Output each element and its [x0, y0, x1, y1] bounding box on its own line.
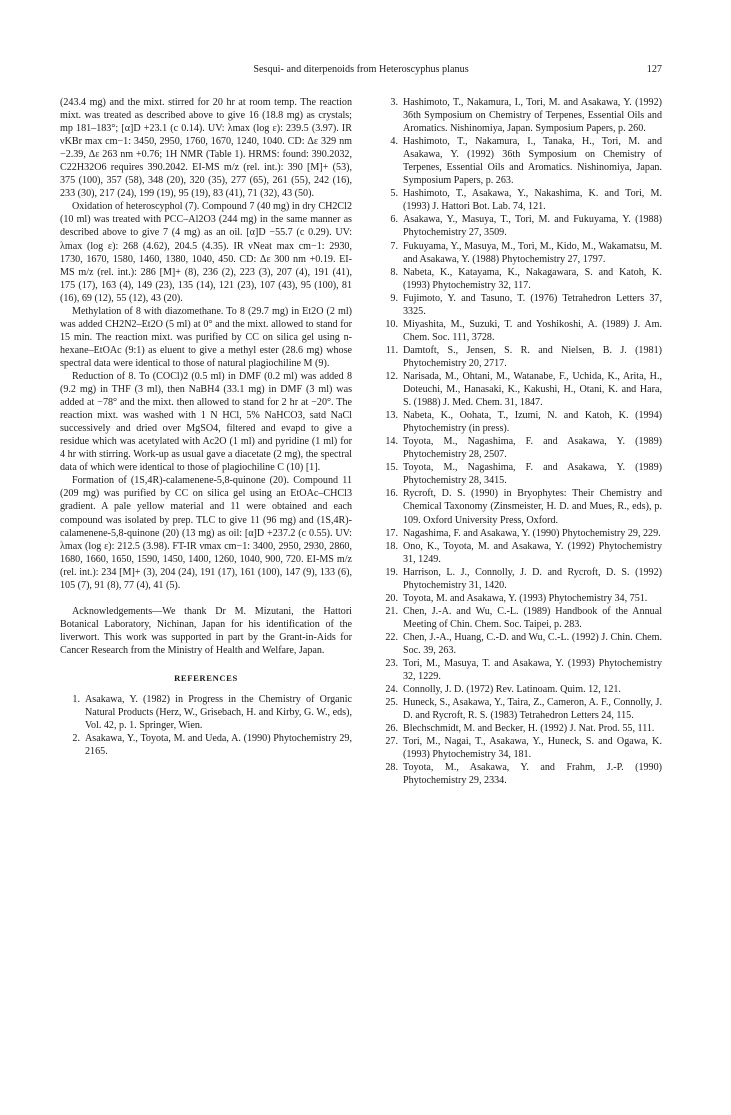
reference-item [60, 732, 352, 758]
references-list-right [378, 96, 662, 787]
reference-number: 21. [385, 605, 398, 617]
reference-text: Chen, J.-A. and Wu, C.-L. (1989) Handbook of the Annual Meeting of Chin. Chem. Soc. Taipei, p. 283. [403, 605, 662, 630]
page-number: 127 [646, 64, 662, 75]
reference-number: 8. [390, 266, 398, 278]
reference-item [378, 435, 662, 461]
reference-item [378, 735, 662, 761]
reference-number: 27. [385, 736, 398, 748]
reference-number: 10. [385, 318, 398, 330]
reference-item [378, 631, 662, 657]
reference-item [378, 605, 662, 631]
reference-number: 11. [385, 344, 398, 356]
right-column [378, 96, 662, 787]
reference-item [378, 657, 662, 683]
reference-item [378, 96, 662, 135]
reference-text: Fujimoto, Y. and Tasuno, T. (1976) Tetrahedron Letters 37, 3325. [403, 292, 662, 317]
reference-item [60, 693, 352, 732]
reference-item [378, 566, 662, 592]
reference-text: Blechschmidt, M. and Becker, H. (1992) J. Nat. Prod. 55, 111. [403, 723, 655, 735]
reference-text: Asakawa, Y. (1982) in Progress in the Chemistry of Organic Natural Products (Herz, W., Grisebach, H. and Kirby, G. W., eds), Vol. 42, p. 1. Springer, Wien. [85, 694, 352, 732]
reference-text: Asakawa, Y., Toyota, M. and Ueda, A. (1990) Phytochemistry 29, 2165. [85, 733, 352, 758]
reference-item [378, 592, 662, 605]
reference-text: Nagashima, F. and Asakawa, Y. (1990) Phytochemistry 29, 229. [403, 527, 661, 539]
reference-item [378, 266, 662, 292]
paragraph-oxidation: Oxidation of heteroscyphol (7). Compound 7 (40 mg) in dry CH2Cl2 (10 ml) was treated with PCC–Al2O3 (244 mg) in the same manner as described above to give 7 (4 mg) as an oil. [α]D −55.7 (c 0.29). UV: λmax (log ε): 268 (4.62), 204.5 (4.35). IR νNeat max cm−1: 2930, 1730, 1670, 1580, 1460, 1380, 1040, 450. CD: Δε 300 nm +0.19. EI-MS m/z (rel. int.): 286 [M]+ (8), 236 (2), 223 (3), 207 (4), 191 (41), 175 (17), 163 (4), 149 (23), 135 (14), 121 (23), 107 (43), 95 (100), 81 (16), 69 (12), 55 (12), 43 (20). [60, 201, 352, 304]
reference-item [378, 213, 662, 239]
reference-item [378, 722, 662, 735]
reference-item [378, 370, 662, 409]
reference-number: 4. [390, 136, 398, 148]
reference-number: 9. [390, 292, 398, 304]
reference-text: Fukuyama, Y., Masuya, M., Tori, M., Kido, M., Wakamatsu, M. and Asakawa, Y. (1988) Phytochemistry 27, 1797. [403, 240, 662, 265]
reference-text: Hashimoto, T., Nakamura, I., Tanaka, H., Tori, M. and Asakawa, Y. (1992) 36th Symposium on Chemistry of Terpenes, Essential Oils and Aromatics. Nishinomiya, Japan. Symposium Papers, p. 263. [403, 136, 662, 187]
reference-item [378, 187, 662, 213]
reference-item [378, 540, 662, 566]
reference-text: Rycroft, D. S. (1990) in Bryophytes: Their Chemistry and Chemical Taxonomy (Zinsmeister, H. D. and Mues, R., eds), p. 109. Oxford University Press, Oxford. [403, 488, 662, 526]
reference-number: 12. [385, 370, 398, 382]
reference-text: Hashimoto, T., Asakawa, Y., Nakashima, K. and Tori, M. (1993) J. Hattori Bot. Lab. 74, 121. [403, 188, 662, 213]
reference-item [378, 135, 662, 187]
reference-number: 20. [385, 592, 398, 604]
reference-number: 14. [385, 436, 398, 448]
reference-number: 16. [385, 488, 398, 500]
reference-text: Chen, J.-A., Huang, C.-D. and Wu, C.-L. (1992) J. Chin. Chem. Soc. 39, 263. [403, 631, 662, 656]
reference-number: 18. [385, 540, 398, 552]
acknowledgements: Acknowledgements—We thank Dr M. Mizutani, the Hattori Botanical Laboratory, Nichinan, Japan for his identification of the liverwort. This work was supported in part by the Grant-in-Aids for Cancer Research from the Ministry of Health and Welfare, Japan. [60, 605, 352, 656]
reference-item [378, 240, 662, 266]
reference-number: 5. [390, 188, 398, 200]
reference-text: Toyota, M., Nagashima, F. and Asakawa, Y. (1989) Phytochemistry 28, 2507. [403, 436, 662, 461]
running-title: Sesqui- and diterpenoids from Heteroscyphus planus [253, 64, 469, 75]
reference-text: Miyashita, M., Suzuki, T. and Yoshikoshi, A. (1989) J. Am. Chem. Soc. 111, 3728. [403, 318, 662, 343]
reference-text: Damtoft, S., Jensen, S. R. and Nielsen, B. J. (1981) Phytochemistry 20, 2717. [403, 344, 662, 369]
paragraph-formation: Formation of (1S,4R)-calamenene-5,8-quinone (20). Compound 11 (209 mg) was purified by CC on silica gel using an EtOAc–CHCl3 gradient. A pale yellow material and 11 were obtained and each compound was isolated by prep. TLC to give 11 (96 mg) and (1S,4R)-calamenene-5,8-quinone (20) (13 mg) as oil: [α]D +237.2 (c 0.55). UV: λmax (log ε): 212.5 (3.98). FT-IR νmax cm−1: 3400, 2950, 2930, 2860, 1680, 1660, 1650, 1590, 1450, 1400, 1260, 1040, 900, 720. EI-MS m/z (rel. int.): 234 [M]+ (3), 204 (24), 191 (17), 161 (100), 147 (9), 133 (6), 105 (7), 91 (8), 77 (4), 41 (5). [60, 475, 352, 591]
reference-number: 28. [385, 762, 398, 774]
reference-item [378, 344, 662, 370]
reference-item [378, 527, 662, 540]
paragraph-methylation: Methylation of 8 with diazomethane. To 8 (29.7 mg) in Et2O (2 ml) was added CH2N2–Et2O (5 ml) at 0° and the mixt. allowed to stand for 15 min. The reaction mixt. was purified by CC on silica gel using n-hexane–EtOAc (9:1) as eluent to give a methyl ester (28.6 mg) whose spectral data were identical to those of natural plagiochiline M (9). [60, 305, 352, 369]
reference-text: Ono, K., Toyota, M. and Asakawa, Y. (1992) Phytochemistry 31, 1249. [403, 540, 662, 565]
reference-item [378, 292, 662, 318]
reference-item [378, 683, 662, 696]
reference-text: Tori, M., Nagai, T., Asakawa, Y., Huneck, S. and Ogawa, K. (1993) Phytochemistry 34, 181. [403, 736, 662, 761]
reference-text: Hashimoto, T., Nakamura, I., Tori, M. and Asakawa, Y. (1992) 36th Symposium on Chemistry of Terpenes, Essential Oils and Aromatics. Nishinomiya, Japan. Symposium Papers, p. 260. [403, 97, 662, 135]
reference-number: 7. [390, 240, 398, 252]
reference-number: 6. [390, 214, 398, 226]
reference-item [378, 696, 662, 722]
reference-number: 23. [385, 658, 398, 670]
reference-item [378, 318, 662, 344]
reference-text: Narisada, M., Ohtani, M., Watanabe, F., Uchida, K., Arita, H., Doteuchi, M., Hanasaki, K., Kakushi, H., Otani, K. and Hara, S. (1988) J. Med. Chem. 31, 1847. [403, 370, 662, 409]
reference-number: 19. [385, 566, 398, 578]
reference-number: 13. [385, 410, 398, 422]
reference-item [378, 487, 662, 526]
reference-text: Harrison, L. J., Connolly, J. D. and Rycroft, D. S. (1992) Phytochemistry 31, 1420. [403, 566, 662, 591]
reference-number: 22. [385, 631, 398, 643]
reference-number: 17. [385, 527, 398, 539]
reference-item [378, 761, 662, 787]
references-heading: REFERENCES [174, 672, 238, 683]
reference-text: Huneck, S., Asakawa, Y., Taira, Z., Cameron, A. F., Connolly, J. D. and Rycroft, R. S. (1983) Tetrahedron Letters 24, 115. [403, 697, 662, 722]
page-header [60, 64, 662, 80]
reference-number: 25. [385, 697, 398, 709]
left-column [60, 96, 352, 758]
reference-item [378, 461, 662, 487]
reference-text: Toyota, M., Nagashima, F. and Asakawa, Y. (1989) Phytochemistry 28, 3415. [403, 462, 662, 487]
reference-number: 2. [72, 733, 80, 745]
reference-number: 15. [385, 462, 398, 474]
reference-item [378, 409, 662, 435]
reference-text: Nabeta, K., Katayama, K., Nakagawara, S. and Katoh, K. (1993) Phytochemistry 32, 117. [403, 266, 662, 291]
reference-text: Connolly, J. D. (1972) Rev. Latinoam. Quim. 12, 121. [403, 684, 621, 696]
reference-text: Toyota, M., Asakawa, Y. and Frahm, J.-P. (1990) Phytochemistry 29, 2334. [403, 762, 662, 787]
reference-text: Tori, M., Masuya, T. and Asakawa, Y. (1993) Phytochemistry 32, 1229. [403, 658, 662, 683]
reference-text: Toyota, M. and Asakawa, Y. (1993) Phytochemistry 34, 751. [403, 592, 648, 604]
paragraph-compound-16: (243.4 mg) and the mixt. stirred for 20 hr at room temp. The reaction mixt. was treated as described above to give 16 (18.8 mg) as crystals; mp 181–183°; [α]D +23.1 (c 0.14). UV: λmax (log ε): 239.5 (3.97). IR νKBr max cm−1: 3450, 2950, 1760, 1670, 1240, 1040. CD: Δε 329 nm −2.39, Δε 263 nm +0.76; 1H NMR (Table 1). HRMS: found: 390.2032, C22H32O6 requires 390.2042. EI-MS m/z (rel. int.): 390 [M]+ (53), 375 (100), 357 (58), 348 (20), 320 (35), 277 (65), 261 (55), 242 (16), 233 (30), 217 (24), 199 (19), 95 (19), 83 (41), 71 (32), 43 (50). [60, 97, 352, 200]
references-list-left [60, 693, 352, 758]
reference-text: Nabeta, K., Oohata, T., Izumi, N. and Katoh, K. (1994) Phytochemistry (in press). [403, 410, 662, 435]
paragraph-reduction: Reduction of 8. To (COCl)2 (0.5 ml) in DMF (0.2 ml) was added 8 (9.2 mg) in THF (3 ml), then NaBH4 (33.1 mg) in DMF (3 ml) was added at −78° and the mixt. then allowed to stand for 2 hr at −20°. The reaction mixt. was washed with 1 N HCl, 5% NaHCO3, satd NaCl successively and dried over MgSO4, filtered and evapd to give a residue which was acetylated with Ac2O (1 ml) and pyridine (1 ml) for 4 hr with stirring. Work-up as usual gave a diacetate (2 mg), the spectral data of which were identical to those of plagiochiline C (10) [1]. [60, 370, 352, 474]
reference-number: 26. [385, 723, 398, 735]
reference-number: 24. [385, 684, 398, 696]
reference-number: 1. [72, 694, 80, 706]
reference-number: 3. [390, 97, 398, 108]
reference-text: Asakawa, Y., Masuya, T., Tori, M. and Fukuyama, Y. (1988) Phytochemistry 27, 3509. [403, 214, 662, 239]
